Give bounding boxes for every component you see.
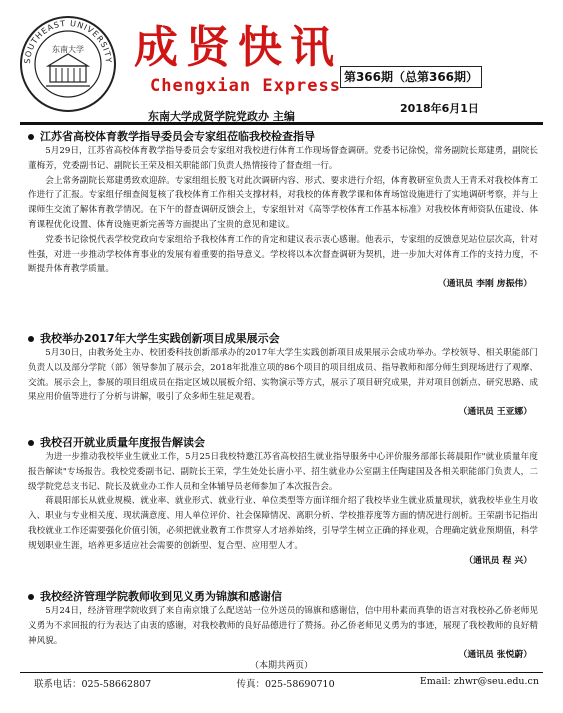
article-2 [28,331,538,420]
contact-email: Email: zhwr@seu.edu.cn [419,676,539,687]
university-seal-icon [18,14,118,114]
seal-text-inner: 东南大学 [52,45,84,54]
article-reporter: （通讯员 张悦蔚） [458,650,532,661]
contact-fax: 传真：025-58690710 [236,679,335,690]
article-reporter: （通讯员 李刚 房振伟） [437,279,532,290]
bullet-icon [28,336,34,342]
newsletter-title: 成贤快讯 [134,22,342,73]
article-paragraph: 5月30日，由教务处主办、校团委科技创新部承办的2017年大学生实践创新项目成果展示会成功举办。学校领导、相关职能部门负责人以及部分学院（部）领导参加了展示会，2018年批准立项的86个项目的项目组成员、指导教师和部分师生到现场进行了观摩、交流。展示会上，参展的项目组成员在指定区域以展板介绍、实物演示等方式，展示了项目研究成果，并对项目创新点、研究思路、成果应用价值等进行了分析与讲解，吸引了众多师生驻足观看。 [28,348,538,403]
bullet-icon [28,594,34,600]
article-paragraph: 为进一步推动我校毕业生就业工作，5月25日我校特邀江苏省高校招生就业指导服务中心评价服务部部长蒋晨阳作"就业质量年度报告解读"专场报告。我校党委副书记、副院长王荣，学生处处长唐小平、招生就业办公室副主任陶建国及各相关职能部门负责人，二级学院党总支书记、院长及就业办工作人员和全体辅导员老师参加了本次报告会。 [28,452,538,492]
article-title: 我校举办2017年大学生实践创新项目成果展示会 [40,332,280,345]
article-3 [28,435,538,569]
article-paragraph: 5月24日，经济管理学院收到了来自南京饿了么配送站一位外送员的锦旗和感谢信，信中用朴素而真挚的语言对我校孙乙侨老师见义勇为不求回报的行为表达了由衷的感谢，对我校教师的良好品德进行了赞扬。孙乙侨老师见义勇为的事迹，展现了我校教师的良好精神风貌。 [28,606,538,646]
contact-phone: 联系电话：025-58662807 [34,679,152,690]
article-heading [28,331,538,346]
article-title: 我校召开就业质量年度报告解读会 [40,436,205,449]
article-paragraph: 5月29日，江苏省高校体育教学指导委员会专家组对我校进行体育工作现场督查调研。党委书记徐悦，常务副院长郑建勇，副院长董梅芳，党委副书记、副院长王荣及相关职能部门负责人热情接待了督查组一行。 [28,146,538,171]
publisher-line: 东南大学成贤学院党政办 主编 [148,110,295,123]
issue-date: 2018年6月1日 [400,102,479,115]
article-paragraph: 蒋晨阳部长从就业规模、就业率、就业形式、就业行业、单位类型等方面详细介绍了我校毕业生就业质量现状，就我校毕业生月收入、职业与专业相关度、现状满意度、用人单位评价、社会保障情况、离职分析、学校推荐度等方面的情况进行剖析。王荣副书记指出我校就业工作还需要强化价值引领，必须把就业教育工作贯穿人才培养始终，引导学生树立正确的择业观，合理确定就业预期值，科学规划职业生涯，培养更多适应社会需要的创新型、复合型、应用型人才。 [28,496,538,551]
article-4 [28,589,538,663]
article-heading [28,589,538,604]
bullet-icon [28,134,34,140]
article-paragraph: 党委书记徐悦代表学校党政向专家组给予我校体育工作的肯定和建议表示衷心感谢。他表示，专家组的反馈意见站位层次高，针对性强，对进一步推动学校体育事业的发展有着重要的指导意义。学校将以本次督查调研为契机，进一步加大对体育工作的支持力度，不断提升体育教学质量。 [28,234,538,275]
newsletter-title-english: Chengxian Express [150,76,341,96]
article-title: 我校经济管理学院教师收到见义勇为锦旗和感谢信 [40,590,282,603]
footer-divider [20,672,543,673]
footer-contact [34,676,539,690]
bullet-icon [28,440,34,446]
article-reporter: （通讯员 程 兴） [464,555,532,566]
article-reporter: （通讯员 王亚娜） [458,407,532,418]
article-title: 江苏省高校体育教学指导委员会专家组莅临我校检查指导 [40,130,315,143]
article-paragraph: 会上常务副院长郑建勇致欢迎辞。专家组组长殷飞对此次调研内容、形式、要求进行介绍，体育教研室负责人王青禾对我校体育工作进行了汇报。专家组仔细查阅复核了我校体育工作相关支撑材料，对我校的体育教学课和体育场馆设施进行了实地调研考察，并与上课师生交流了解体育教学情况。在下午的督查调研反馈会上，专家组针对《高等学校体育工作基本标准》对我校体育师资队伍建设、体育课程优化设置、体育设施更新完善等方面提出了宝贵的意见和建议。 [28,175,538,230]
issue-number: 第366期（总第366期） [340,66,482,88]
article-heading [28,129,538,144]
svg-text:SOUTHEAST UNIVERSITY [23,19,113,64]
page-count-note: （本期共两页） [249,661,313,671]
article-heading [28,435,538,450]
seal-text-top: SOUTHEAST UNIVERSITY [22,18,114,64]
header-divider [20,122,543,125]
article-1 [28,129,538,292]
